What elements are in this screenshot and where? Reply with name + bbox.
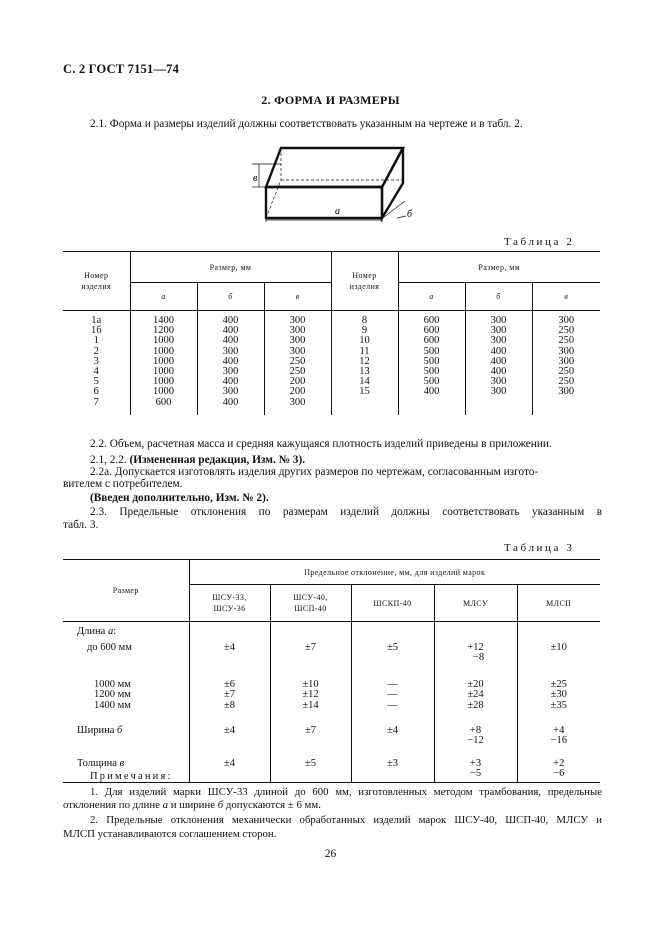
- amendment-text: (Измененная редакция, Изм. № 3).: [129, 454, 306, 466]
- t3-header-mlsu: МЛСУ: [434, 585, 517, 622]
- t2-col-a-left: 1400 1200 1000 1000 1000 1000 1000 1000 600: [130, 311, 197, 415]
- t3-header-mlsp: МЛСП: [517, 585, 600, 622]
- paragraph-2-2: 2.2. Объем, расчетная масса и средняя кажущаяся плотность изделий приведены в приложении.: [90, 438, 552, 450]
- section-title: 2. ФОРМА И РАЗМЕРЫ: [261, 93, 400, 107]
- table3: [63, 559, 600, 783]
- dim-label-v: в: [253, 173, 258, 184]
- t2-header-b: б: [197, 283, 264, 311]
- t2-header-a: а: [130, 283, 197, 311]
- paragraph-2-2a-line1: 2.2а. Допускается изготовлять изделия других размеров по чертежам, согласованным изгото-: [90, 466, 539, 478]
- t3-row-label: до 600 мм: [87, 641, 132, 653]
- table2-caption: Таблица 2: [504, 236, 575, 248]
- page-number: 26: [324, 848, 337, 860]
- t2-header-num: Номер изделия: [63, 252, 130, 311]
- t3-thickness-label: Толщина в: [77, 757, 125, 769]
- t2-col-v-left: 300 300 300 300 250 250 200 200 300: [264, 311, 331, 415]
- note-2-line2: МЛСП устанавливаются соглашением сторон.: [63, 828, 277, 840]
- t3-header-shsu40-shsp40: ШСУ-40, ШСП-40: [270, 585, 351, 622]
- t3-rows-1000-1400: 1000 мм 1200 мм 1400 мм ±6 ±7 ±8 ±10 ±12 ±14 — — — ±20 ±24 ±28 ±25 ±30 ±35: [63, 679, 600, 725]
- t3-row-600: до 600 мм ±4 ±7 ±5 +12 −8 ±10: [63, 639, 600, 679]
- t2-header-size: Размер, мм: [130, 252, 331, 283]
- t3-width-label: Ширина б: [77, 724, 123, 736]
- t3-row-width: Ширина б ±4 ±7 ±4 +8 −12 +4 −16: [63, 725, 600, 758]
- t2-header-num-2: Номер изделия: [331, 252, 398, 311]
- t3-row-labels: 1000 мм 1200 мм 1400 мм: [94, 678, 131, 711]
- t2-header-v-2: в: [532, 283, 600, 311]
- leader-line-b: [397, 216, 406, 218]
- notes-title: Примечания:: [90, 771, 173, 782]
- t2-col-b-right: 300 300 300 400 400 400 300 300: [465, 311, 532, 415]
- paragraph-added-2: (Введен дополнительно, Изм. № 2).: [90, 492, 269, 504]
- t3-length-label: Длина а:: [77, 626, 117, 637]
- block-front-face: [266, 187, 382, 218]
- t2-col-v-right: 300 250 250 300 300 250 250 300: [532, 311, 600, 415]
- t2-header-b-2: б: [465, 283, 532, 311]
- t2-header-v: в: [264, 283, 331, 311]
- t3-header-size: Размер: [63, 560, 189, 622]
- t3-header-deviation: Предельное отклонение, мм, для изделий марок: [189, 560, 600, 585]
- paragraph-2-1: 2.1. Форма и размеры изделий должны соответствовать указанным на чертеже и в табл. 2.: [90, 118, 523, 130]
- page-header: С. 2 ГОСТ 7151—74: [63, 62, 180, 76]
- table2: [63, 251, 600, 415]
- t2-col-num-right: 8 9 10 11 12 13 14 15: [331, 311, 398, 415]
- block-drawing: [240, 138, 425, 228]
- note-2-line1: 2. Предельные отклонения механически обработанных изделий марок ШСУ-40, ШСП-40, МЛСУ и: [90, 814, 602, 826]
- paragraph-2-2a-line2: вителем с потребителем.: [63, 478, 183, 490]
- amendment-ref: 2.1, 2.2.: [90, 454, 127, 466]
- t2-col-a-right: 600 600 600 500 500 500 500 400: [398, 311, 465, 415]
- t3-header-shskp40: ШСКП-40: [351, 585, 434, 622]
- dim-label-b: б: [407, 209, 413, 220]
- paragraph-2-3-line1: 2.3. Предельные отклонения по размерам изделий должны соответствовать указанным в: [90, 506, 602, 518]
- t2-header-a-2: а: [398, 283, 465, 311]
- t3-header-shsu33-36: ШСУ-33, ШСУ-36: [189, 585, 270, 622]
- block-side-face: [382, 148, 403, 218]
- block-top-face: [266, 148, 403, 187]
- note-1-line1: 1. Для изделий марки ШСУ-33 длиной до 600 мм, изготовленных методом трамбования, предельные: [90, 786, 602, 798]
- t2-col-b-left: 400 400 400 300 400 300 400 300 400: [197, 311, 264, 415]
- paragraph-2-3-line2: табл. 3.: [63, 519, 99, 531]
- t2-col-num-left: 1а 1б 1 2 3 4 5 6 7: [90, 315, 102, 408]
- t3-row-thickness: Толщина в ±4 ±5 ±3 +3 −5 +2 −6: [63, 758, 600, 783]
- hidden-edge: [266, 180, 281, 218]
- note-1-line2: отклонения по длине а и ширине б допускаются ± 6 мм.: [63, 799, 321, 811]
- table3-caption: Таблица 3: [504, 542, 575, 554]
- dim-label-a: а: [335, 206, 340, 217]
- t2-header-size-2: Размер, мм: [398, 252, 600, 283]
